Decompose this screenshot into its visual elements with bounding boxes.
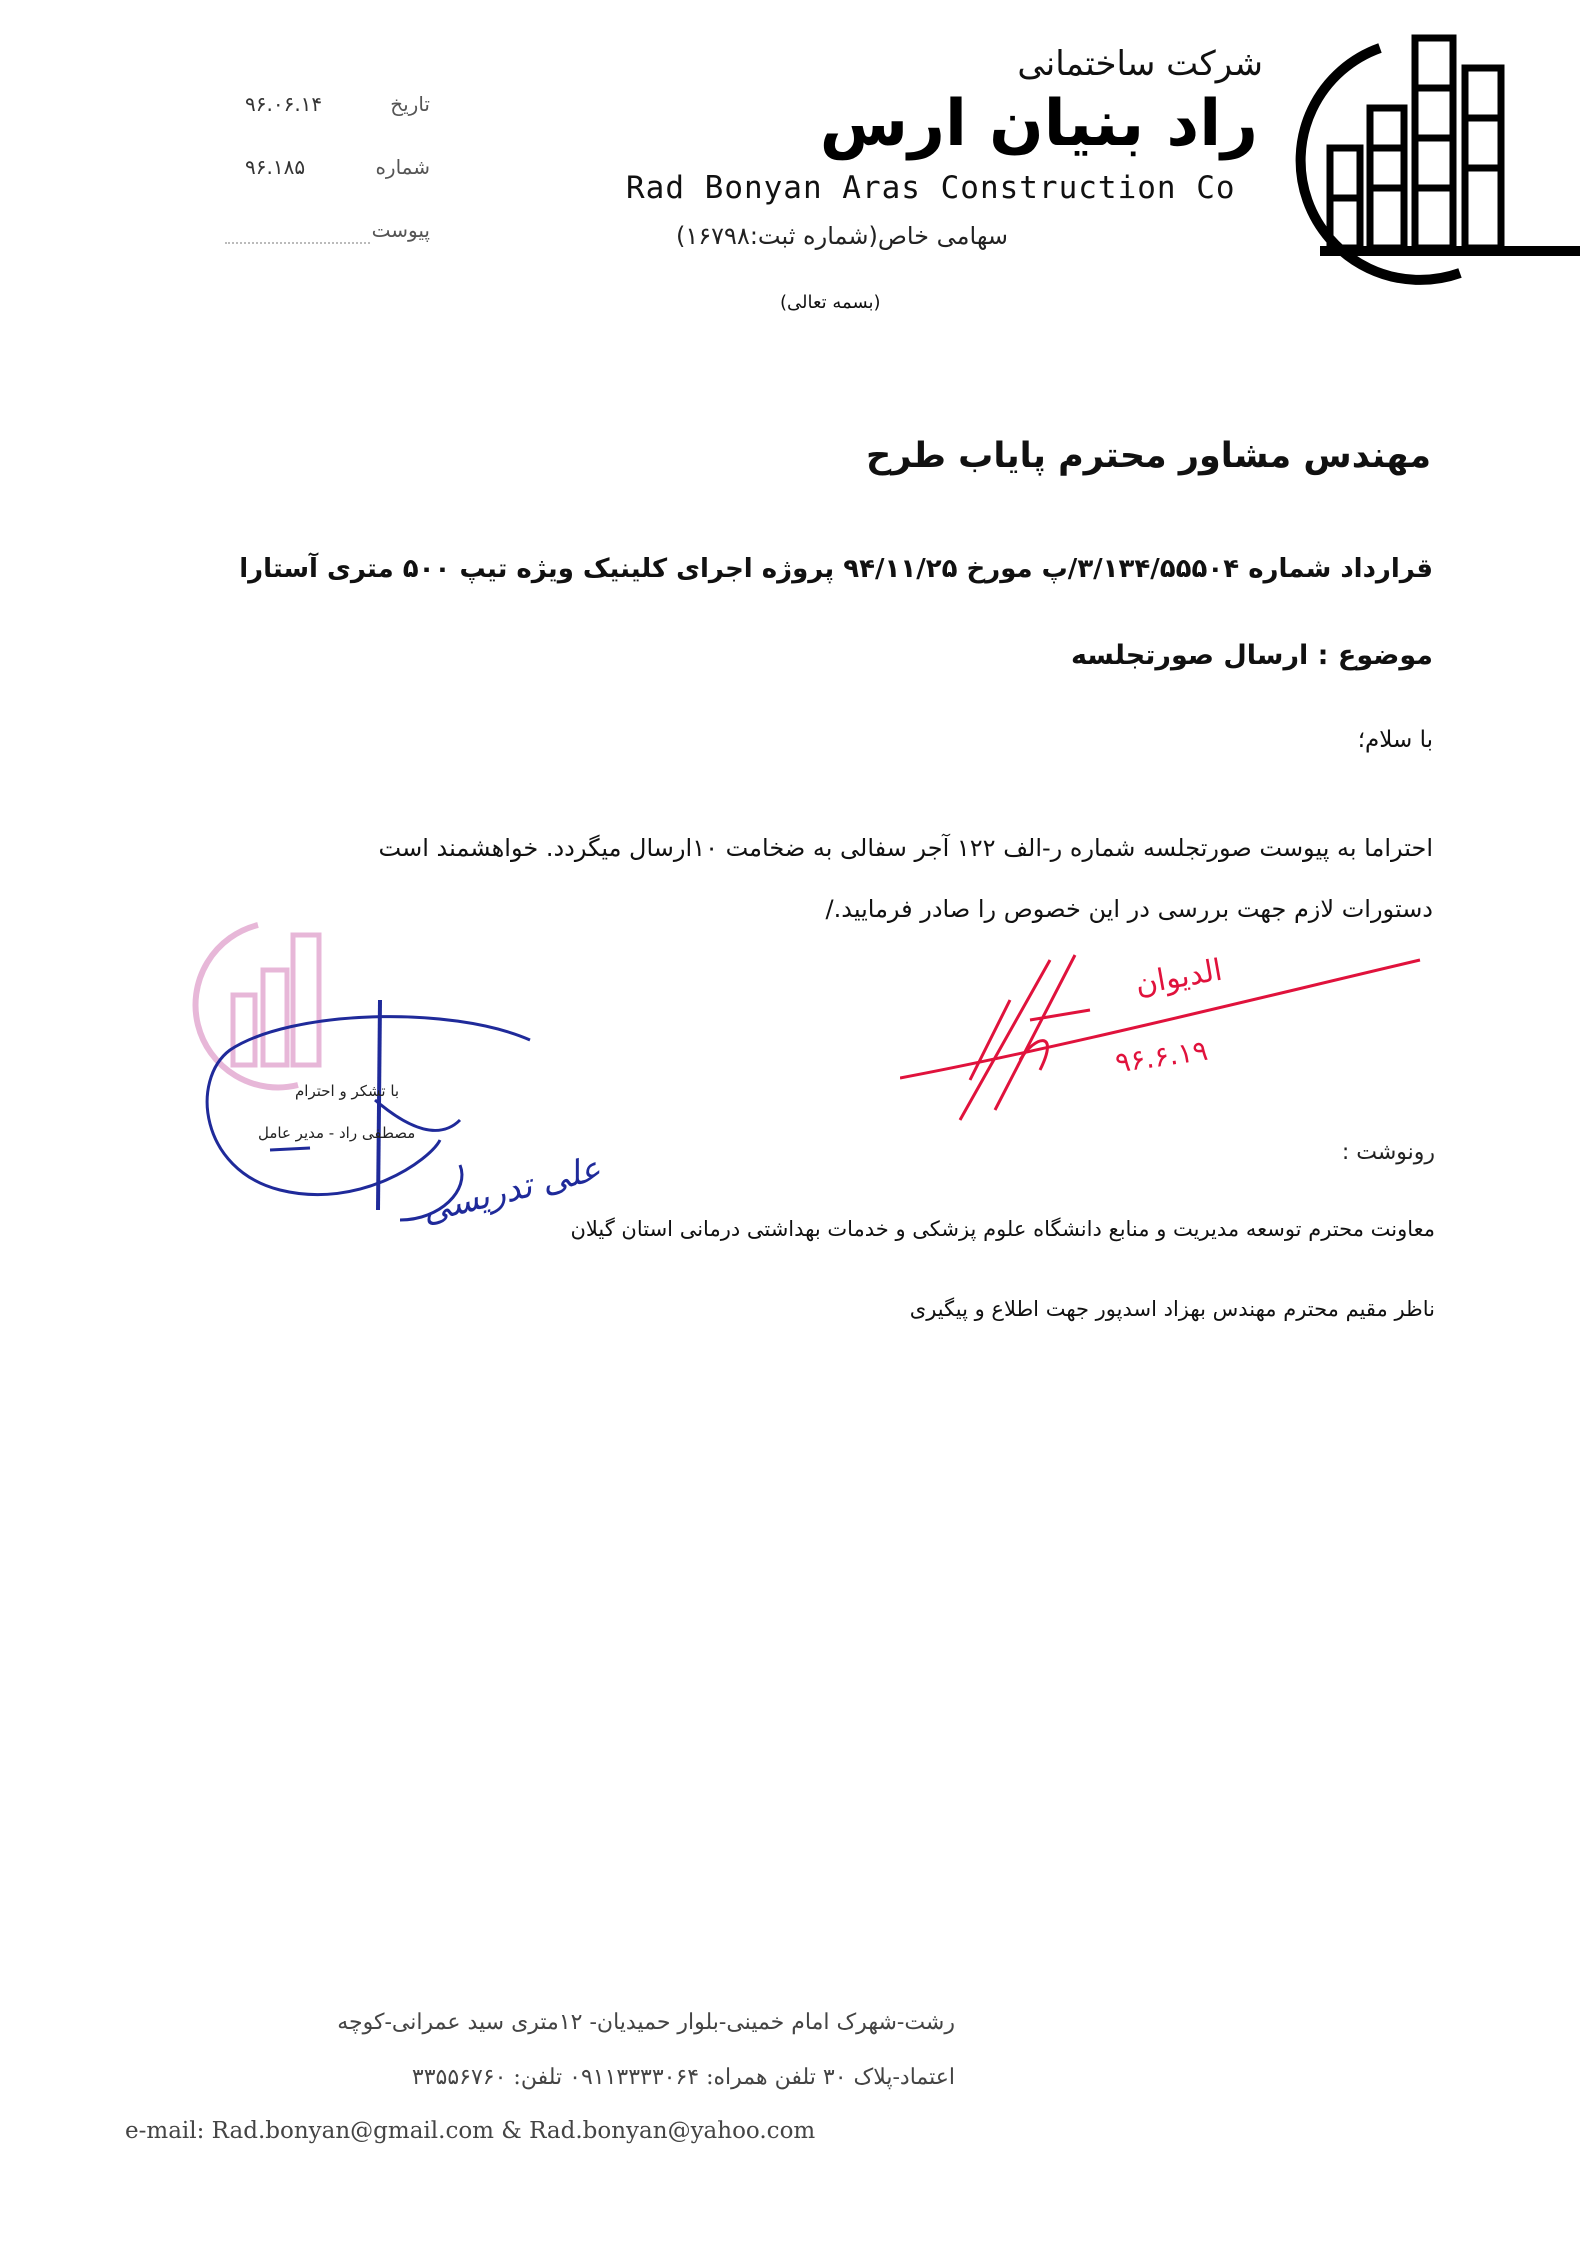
- cc-label: رونوشت :: [1341, 1140, 1435, 1165]
- attachment-field: [225, 218, 430, 248]
- company-name: راد بنیان ارس: [819, 87, 1258, 161]
- stamp-line-2: مصطفی راد - مدیر عامل: [258, 1124, 416, 1142]
- handwritten-signature: علی تدریسی: [417, 1148, 605, 1232]
- red-note: الدیوان: [1132, 952, 1225, 1003]
- stamp-line-1: با تشکر و احترام: [295, 1082, 400, 1100]
- addressee: مهندس مشاور محترم پایاب طرح: [866, 436, 1431, 476]
- footer-email: e-mail: Rad.bonyan@gmail.com & Rad.bonyan@yahoo.com: [125, 2118, 816, 2144]
- footer-address-1: رشت-شهرک امام خمینی-بلوار حمیدیان- ۱۲متری سید عمرانی-کوچه: [337, 2010, 955, 2035]
- cc-item: معاونت محترم توسعه مدیریت و منابع دانشگاه علوم پزشکی و خدمات بهداشتی درمانی استان گیلان: [570, 1217, 1435, 1241]
- number-field: [225, 155, 430, 185]
- company-name-small: شرکت ساختمانی: [1017, 44, 1263, 84]
- subject-line: موضوع : ارسال صورتجلسه: [1070, 640, 1433, 671]
- contract-reference: قرارداد شماره ۳/۱۳۴/۵۵۵۰۴/پ مورخ ۹۴/۱۱/۲۵ پروژه اجرای کلینیک ویژه تیپ ۵۰۰ متری آستارا: [239, 554, 1433, 584]
- greeting: با سلام؛: [1357, 727, 1433, 753]
- company-name-english: Rad Bonyan Aras Construction Co: [626, 170, 1236, 206]
- footer-address-2: اعتماد-پلاک ۳۰ تلفن همراه: ۰۹۱۱۳۳۳۳۰۶۴ تلفن: ۳۳۵۵۶۷۶۰: [411, 2065, 955, 2090]
- date-label: تاریخ: [390, 92, 430, 116]
- building-logo-icon: [1260, 28, 1585, 293]
- date-field: [225, 92, 430, 122]
- number-label: شماره: [375, 155, 430, 179]
- date-value: ۹۶.۰۶.۱۴: [245, 92, 323, 116]
- body-line-2: دستورات لازم جهت بررسی در این خصوص را صادر فرمایید./: [825, 895, 1433, 924]
- signature-stamp-icon: [200, 990, 630, 1250]
- company-registration: سهامی خاص(شماره ثبت:۱۶۷۹۸): [676, 222, 1008, 250]
- cc-item: ناظر مقیم محترم مهندس بهزاد اسدپور جهت اطلاع و پیگیری: [909, 1297, 1435, 1321]
- red-date: ۹۶.۶.۱۹: [1113, 1033, 1210, 1080]
- bismillah: (بسمه تعالی): [780, 292, 881, 313]
- attachment-label: پیوست: [371, 218, 430, 242]
- number-value: ۹۶.۱۸۵: [245, 155, 306, 179]
- body-line-1: احتراما به پیوست صورتجلسه شماره ر-الف ۱۲۲ آجر سفالی به ضخامت ۱۰ارسال میگردد. خواهشمند است: [378, 834, 1433, 862]
- attachment-blank: [225, 242, 370, 244]
